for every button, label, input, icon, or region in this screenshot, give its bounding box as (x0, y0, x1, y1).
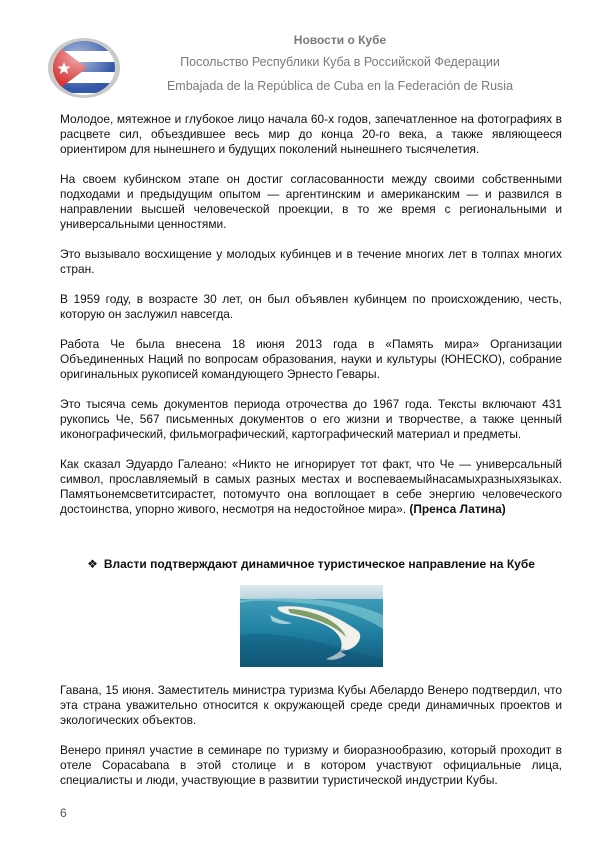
header-subtitle-ru: Посольство Республики Куба в Российской Федерации (180, 55, 500, 69)
paragraph: Молодое, мятежное и глубокое лицо начала 60-х годов, запечатленное на фотографиях в расцвете сил, объездившее весь мир до конца 20-го века, а также являющееся ориентиром для нынешнего и будущих поколений нынешнего тысячелетия. (60, 112, 562, 156)
cuba-flag-sphere-icon (47, 38, 121, 98)
paragraph: В 1959 году, в возрасте 30 лет, он был объявлен кубинцем по происхождению, честь, которую он заслужил навсегда. (60, 292, 562, 321)
quote-source: (Пренса Латина) (409, 502, 506, 516)
article-body (60, 112, 562, 532)
paragraph: Работа Че была внесена 18 июня 2013 года в «Память мира» Организации Объединенных Наций по вопросам образования, науки и культуры (ЮНЕСКО), собрание оригинальных рукописей командующего Эрнесто Гевары. (60, 337, 562, 381)
header-subtitle-es: Embajada de la República de Cuba en la Federación de Rusia (166, 79, 514, 93)
paragraph: Венеро принял участие в семинаре по туризму и биоразнообразию, который проходит в отеле Copacabana в этой столице и в котором участвуют официальные лица, специалисты и люди, участвующие в развитии туристической индустрии Кубы. (60, 743, 562, 787)
quote-paragraph (60, 457, 562, 517)
diamond-bullet-icon: ❖ (87, 557, 98, 571)
quote-text: Как сказал Эдуардо Галеано: «Никто не игнорирует тот факт, что Че — универсальный символ, прославляемый в самых разных местах и воспеваемыйнасамыхразныхязыках. Памятьонемсветитсирастет, потомучто она воплощает в себе энергию человеческого достоинства, упорно живого, несмотря на недостойное мира». (60, 457, 562, 516)
paragraph: На своем кубинском этапе он достиг согласованности между своими собственными подходами и предыдущим опытом — аргентинским и американским — и развился в направлении высшей человеческой проекции, в то же время с региональными и универсальными ценностями. (60, 172, 562, 231)
paragraph: Гавана, 15 июня. Заместитель министра туризма Кубы Абелардо Венеро подтвердил, что эта страна уважительно относится к окружающей среде среди динамичных проектов и экологических объектов. (60, 683, 562, 727)
header-title: Новости о Кубе (293, 33, 387, 47)
paragraph: Это вызывало восхищение у молодых кубинцев и в течение многих лет в толпах многих стран. (60, 247, 562, 276)
article-body-2 (60, 683, 562, 803)
page-number: 6 (60, 806, 67, 820)
island-aerial-photo (240, 585, 383, 667)
section-title: Власти подтверждают динамичное туристическое направление на Кубе (103, 557, 535, 571)
paragraph: Это тысяча семь документов периода отрочества до 1967 года. Тексты включают 431 рукопись Че, 567 письменных документов о его жизни и творчестве, а также ценный иконографический, фильмографический, картографический материал и предметы. (60, 397, 562, 441)
page-header (0, 0, 604, 110)
section-heading (60, 557, 562, 571)
